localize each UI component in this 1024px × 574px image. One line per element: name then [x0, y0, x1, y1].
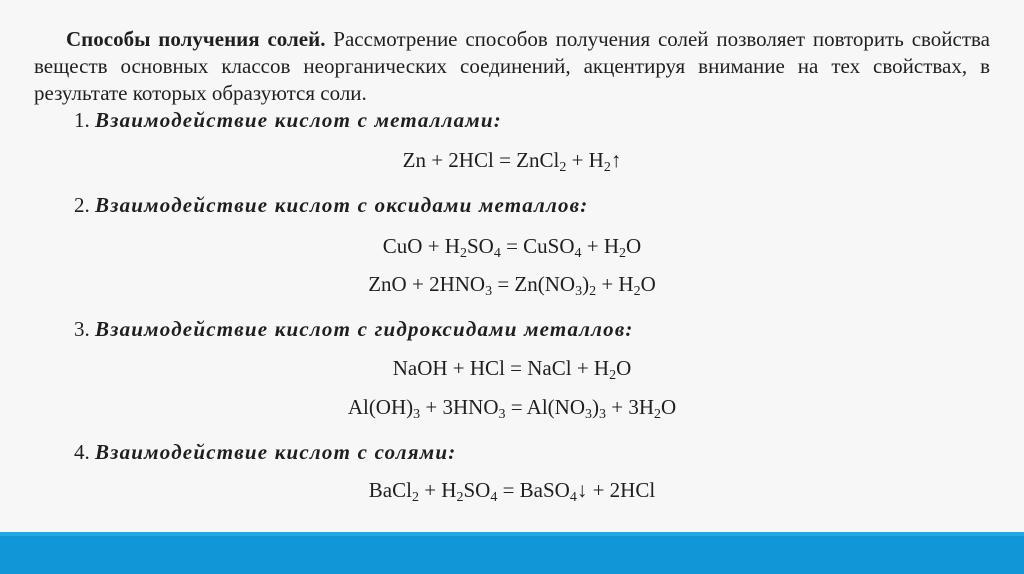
equation-1-1: Zn + 2HCl = ZnCl$_2$ + $H_2↑$	[402, 148, 622, 175]
subscript: 3	[599, 407, 606, 422]
equation-4-1: BaCl$_2$ + $H_2SO_4$ = BaSO$_4$↓ + 2HCl	[368, 478, 656, 505]
subscript: 2	[619, 246, 627, 261]
section-4-number: 4.	[74, 440, 90, 464]
section-4-heading	[34, 439, 456, 466]
subscript: 3	[575, 284, 583, 299]
subscript: 2	[654, 407, 662, 422]
intro-paragraph	[34, 26, 990, 107]
subscript: 3	[485, 284, 493, 299]
section-2-heading	[34, 192, 588, 219]
equation-3-2: $Al(OH)_3 + 3HNO_3 = Al(NO_3)_3 + 3H_2O$	[347, 395, 677, 422]
subscript: 3	[498, 407, 506, 422]
intro-lead: Способы получения солей.	[66, 27, 326, 51]
document-body	[34, 26, 990, 505]
subscript: 4	[574, 246, 582, 261]
subscript: 2	[456, 490, 464, 505]
subscript: 3	[585, 407, 592, 422]
subscript: 4	[493, 246, 501, 261]
subscript: 2	[633, 284, 641, 299]
subscript: 2	[411, 490, 419, 505]
equation-2-2: ZnO + $2HNO_3 = Zn(NO_3)_2 + H_2O$	[368, 272, 656, 299]
subscript: 2	[589, 284, 597, 299]
section-4-title: Взаимодействие кислот с солями:	[95, 440, 457, 464]
subscript: 2	[603, 160, 611, 175]
subscript: 2	[609, 368, 617, 383]
section-3-number: 3.	[74, 317, 90, 341]
section-2-number: 2.	[74, 193, 90, 217]
intro-text: Рассмотрение способов получения солей позволяет повторить свойства веществ основных классов неорганических соединений, акцентируя внимание на тех свойствах, в результате которых образуются соли.	[34, 27, 990, 105]
subscript: 2	[559, 160, 567, 175]
subscript: 4	[490, 490, 498, 505]
section-1-title: Взаимодействие кислот с металлами:	[95, 108, 502, 132]
section-3-title: Взаимодействие кислот с гидроксидами металлов:	[95, 317, 634, 341]
section-3-heading	[34, 316, 634, 343]
section-2-title: Взаимодействие кислот с оксидами металлов:	[95, 193, 589, 217]
subscript: 3	[413, 407, 421, 422]
equation-2-1: CuO + $H_2SO_4$ = CuSO$_4$ + $H_2O$	[382, 234, 642, 261]
subscript: 4	[569, 490, 577, 505]
subscript: 2	[459, 246, 467, 261]
section-1-number: 1.	[74, 108, 90, 132]
footer-bar	[0, 532, 1024, 574]
equation-3-1: NaOH + HCl = NaCl + $H_2O$	[392, 356, 632, 383]
section-1-heading	[34, 107, 502, 134]
